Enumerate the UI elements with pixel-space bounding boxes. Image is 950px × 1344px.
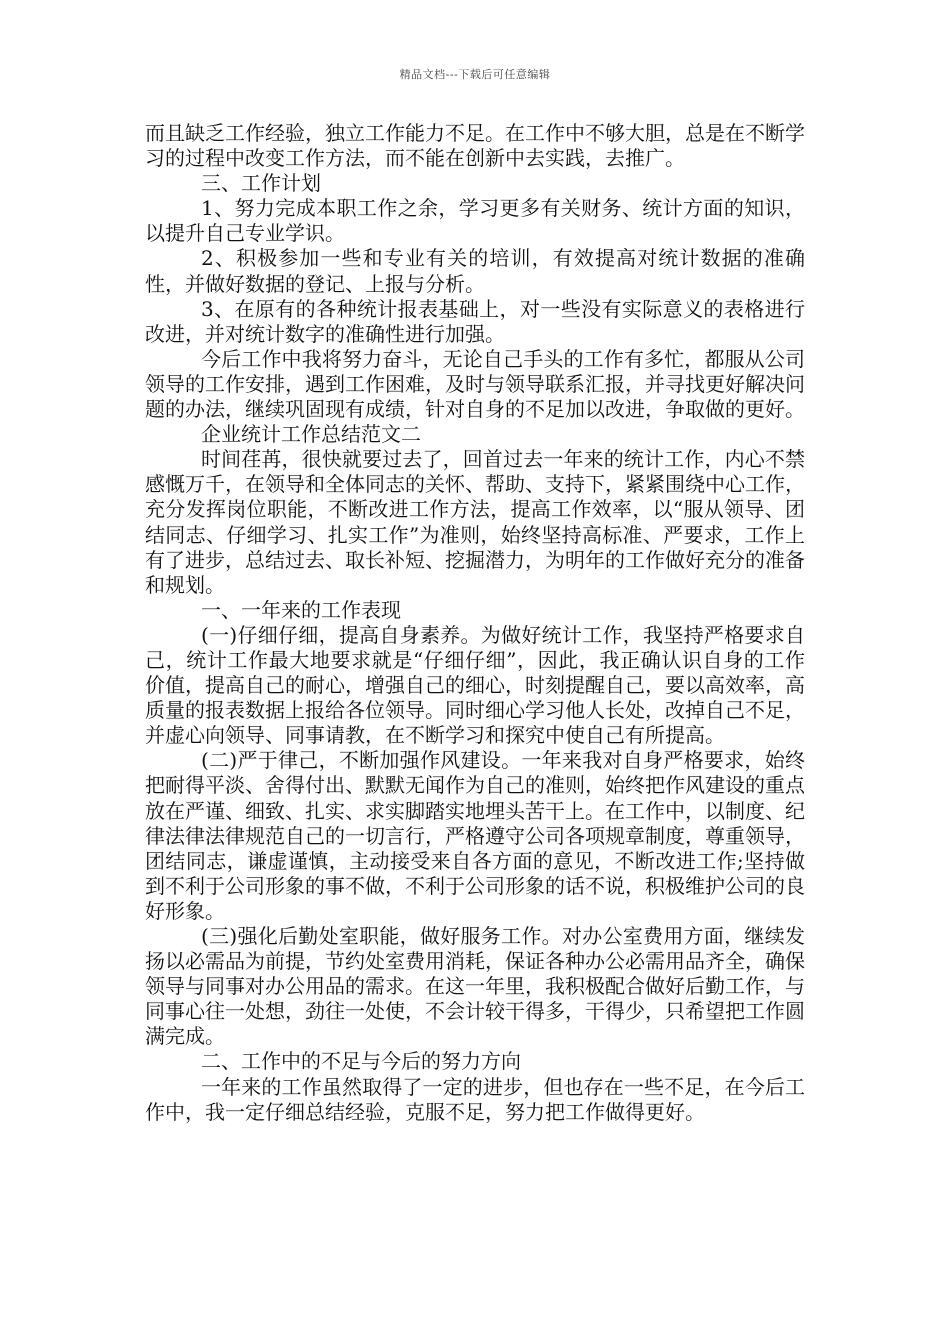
section-heading-shortcomings: 二、工作中的不足与今后的努力方向: [201, 1049, 521, 1074]
article-title-2: 企业统计工作总结范文二: [201, 422, 421, 447]
plan-item-2: 2、积极参加一些和专业有关的培训，有效提高对统计数据的准确性，并做好数据的登记、上报与分析。: [145, 246, 805, 296]
shortcomings-paragraph: 一年来的工作虽然取得了一定的进步，但也存在一些不足，在今后工作中，我一定仔细总结经验，克服不足，努力把工作做得更好。: [145, 1074, 805, 1124]
performance-item-1: (一)仔细仔细，提高自身素养。为做好统计工作，我坚持严格要求自己，统计工作最大地要求就是“仔细仔细”，因此，我正确认识自身的工作价值，提高自己的耐心，增强自己的细心，时刻提醒自己，要以高效率，高质量的报表数据上报给各位领导。同时细心学习他人长处，改掉自己不足，并虚心向领导、同事请教，在不断学习和探究中使自己有所提高。: [145, 622, 805, 748]
intro-paragraph: 时间荏苒，很快就要过去了，回首过去一年来的统计工作，内心不禁感慨万千，在领导和全体同志的关怀、帮助、支持下，紧紧围绕中心工作，充分发挥岗位职能，不断改进工作方法，提高工作效率，以“服从领导、团结同志、仔细学习、扎实工作”为准则，始终坚持高标准、严要求，工作上有了进步，总结过去、取长补短、挖掘潜力，为明年的工作做好充分的准备和规划。: [145, 447, 805, 597]
plan-item-1: 1、努力完成本职工作之余，学习更多有关财务、统计方面的知识，以提升自己专业学识。: [145, 196, 805, 246]
paragraph-continuation: 而且缺乏工作经验，独立工作能力不足。在工作中不够大胆，总是在不断学习的过程中改变工作方法，而不能在创新中去实践，去推广。: [145, 121, 805, 171]
section-heading-performance: 一、一年来的工作表现: [201, 597, 401, 622]
closing-paragraph: 今后工作中我将努力奋斗，无论自己手头的工作有多忙，都服从公司领导的工作安排，遇到工作困难，及时与领导联系汇报，并寻找更好解决问题的办法，继续巩固现有成绩，针对自身的不足加以改进，争取做的更好。: [145, 346, 805, 422]
section-heading-work-plan: 三、工作计划: [201, 171, 321, 196]
document-body: [145, 121, 805, 1125]
page-header: 精品文档---下载后可任意编辑: [399, 68, 551, 81]
performance-item-3: (三)强化后勤处室职能，做好服务工作。对办公室费用方面，继续发扬以必需品为前提，节约处室费用消耗，保证各种办公必需用品齐全，确保领导与同事对办公用品的需求。在这一年里，我积极配合做好后勤工作，与同事心往一处想，劲往一处使，不会计较干得多，干得少，只希望把工作圆满完成。: [145, 924, 805, 1049]
plan-item-3: 3、在原有的各种统计报表基础上，对一些没有实际意义的表格进行改进，并对统计数字的准确性进行加强。: [145, 296, 805, 346]
performance-item-2: (二)严于律己，不断加强作风建设。一年来我对自身严格要求，始终把耐得平淡、舍得付出、默默无闻作为自己的准则，始终把作风建设的重点放在严谨、细致、扎实、求实脚踏实地埋头苦干上。在工作中，以制度、纪律法律法律规范自己的一切言行，严格遵守公司各项规章制度，尊重领导，团结同志，谦虚谨慎，主动接受来自各方面的意见，不断改进工作;坚持做到不利于公司形象的事不做，不利于公司形象的话不说，积极维护公司的良好形象。: [145, 748, 805, 923]
